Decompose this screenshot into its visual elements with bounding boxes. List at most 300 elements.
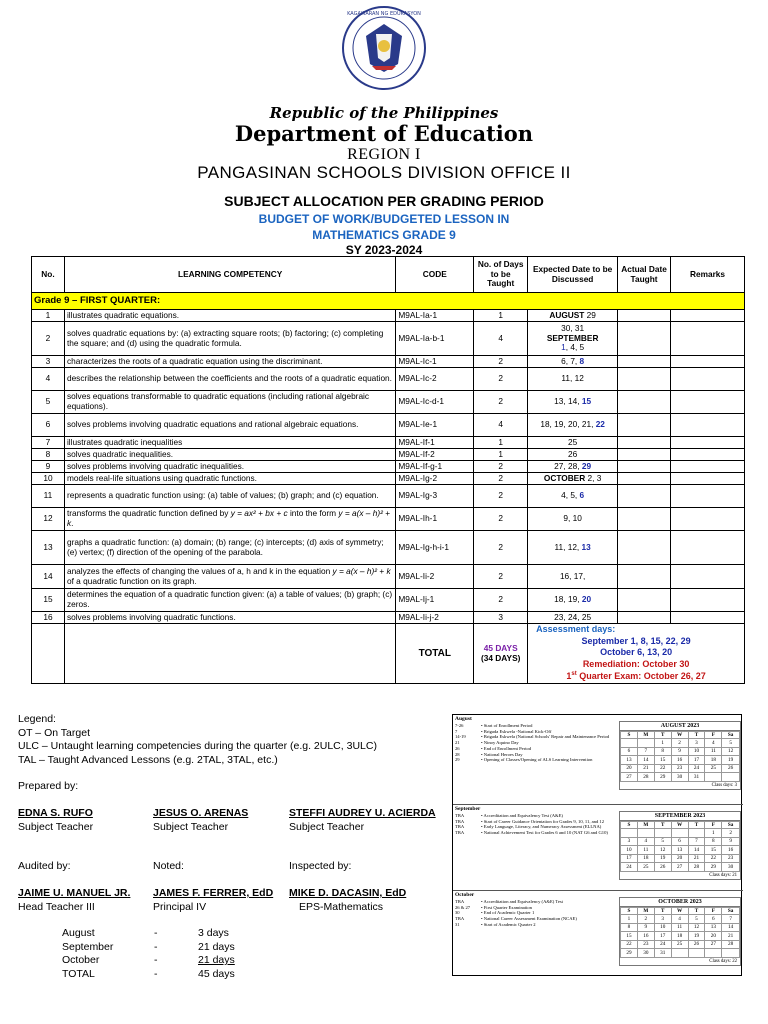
noted-label: Noted: xyxy=(153,860,184,872)
school-year: SY 2023-2024 xyxy=(345,243,423,257)
calendar-day: 23 xyxy=(637,940,654,949)
calendar-october: October TBA • Accreditation and Equivalency (A&E) Test 26 & 27 • First Quarter Examination 30 • End of Academic Quarter 1 TBA • National Career Assessment Examination (NCAE) 31 • Start of Academic Quarter 2 OCTOBER 2023 S M T W T F Sa 1 2 3 4 5 6 7 8 9 10 11 12 13 14 15 16 17 18 19 20 21 22 23 24 25 26 27 28 29 30 31 Class days: 22 xyxy=(453,891,743,977)
row-no: 13 xyxy=(32,531,65,565)
row-competency: analyzes the effects of changing the values of a, h and k in the equation y = a(x – h)² + k of a quadratic function on its graph. xyxy=(64,565,395,589)
row-actual-date xyxy=(618,473,671,485)
calendar-event: TBA • National Career Assessment Examination (NCAE) xyxy=(455,916,577,922)
col-header-actual: Actual Date Taught xyxy=(618,257,671,293)
row-actual-date xyxy=(618,508,671,531)
calendar-day: 18 xyxy=(671,932,688,941)
calendar-event: 26 • End of Enrollment Period xyxy=(455,745,532,751)
row-days: 3 xyxy=(474,612,528,624)
calendar-day: 9 xyxy=(722,837,740,846)
calendar-day: 25 xyxy=(637,863,654,872)
row-competency: transforms the quadratic function defined by y = ax² + bx + c into the form y = a(x – h)² + k. xyxy=(64,508,395,531)
row-days: 1 xyxy=(474,449,528,461)
row-actual-date xyxy=(618,531,671,565)
calendar-day xyxy=(688,949,705,958)
row-no: 6 xyxy=(32,414,65,437)
row-remarks xyxy=(671,368,745,391)
total-row xyxy=(32,624,745,684)
calendar-event: 7-26 • Start of Enrollment Period xyxy=(455,723,533,728)
calendar-day: 12 xyxy=(688,923,705,932)
calendar-event: 14-19 • Brigada Eskwela (National Schools' Repair and Maintenance Period xyxy=(455,734,610,740)
row-days: 1 xyxy=(474,437,528,449)
legend-tal: TAL – Taught Advanced Lessons (e.g. 2TAL, 3TAL, etc.) xyxy=(18,753,278,766)
row-expected-date: 27, 28, 29 xyxy=(528,461,618,473)
calendar-day: 3 xyxy=(654,915,671,924)
legend-ulc: ULC – Untaught learning competencies during the quarter (e.g. 2ULC, 3ULC) xyxy=(18,740,377,753)
calendar-day: 27 xyxy=(671,863,688,872)
summary-row: September - 21 days xyxy=(62,940,235,953)
calendar-day: 30 xyxy=(671,773,688,782)
calendar-day: 13 xyxy=(705,923,722,932)
row-days: 2 xyxy=(474,391,528,414)
row-actual-date xyxy=(618,612,671,624)
assessment-notes: Assessment days: September 1, 8, 15, 22, 29 October 6, 13, 20 Remediation: October 30 1st Quarter Exam: October 26, 27 xyxy=(528,624,745,684)
calendar-day: 15 xyxy=(705,846,722,855)
calendar-day: 25 xyxy=(671,940,688,949)
calendar-grid-august: AUGUST 2023 S M T W T F Sa 1 2 3 4 5 6 7 8 9 10 11 12 13 14 15 16 17 18 19 20 21 22 23 24 25 26 27 28 29 30 31 Class days: 3 xyxy=(619,721,741,790)
row-remarks xyxy=(671,473,745,485)
signature-block: STEFFI AUDREY U. ACIERDA Subject Teacher xyxy=(289,807,436,833)
row-expected-date: 30, 31 SEPTEMBER 1, 4, 5 xyxy=(528,322,618,356)
col-header-remarks: Remarks xyxy=(671,257,745,293)
row-no: 2 xyxy=(32,322,65,356)
col-header-expected: Expected Date to be Discussed xyxy=(528,257,618,293)
row-competency: models real-life situations using quadratic functions. xyxy=(64,473,395,485)
row-code: M9AL-Ic-2 xyxy=(396,368,474,391)
legend-ot: OT – On Target xyxy=(18,726,90,739)
calendar-day xyxy=(637,829,654,838)
signature-block: MIKE D. DACASIN, EdD EPS-Mathematics xyxy=(289,887,407,913)
row-code: M9AL-Ig-h-i-1 xyxy=(396,531,474,565)
subject-allocation-title: SUBJECT ALLOCATION PER GRADING PERIOD xyxy=(224,193,544,209)
calendar-day xyxy=(688,829,705,838)
calendar-day: 10 xyxy=(621,846,638,855)
calendar-day: 20 xyxy=(621,764,638,773)
calendar-day: 30 xyxy=(722,863,740,872)
row-days: 2 xyxy=(474,565,528,589)
row-code: M9AL-Ij-1 xyxy=(396,589,474,612)
row-code: M9AL-Ig-2 xyxy=(396,473,474,485)
calendar-day: 26 xyxy=(688,940,705,949)
calendar-event: 7 • Brigada Eskwela -National Kick-Off xyxy=(455,728,552,734)
row-competency: illustrates quadratic equations. xyxy=(64,310,395,322)
calendar-day: 27 xyxy=(705,940,722,949)
calendar-event: TBA • Start of Career Guidance Orientation for Grades 9, 10, 11, and 12 xyxy=(455,818,605,824)
row-code: M9AL-Ic-1 xyxy=(396,356,474,368)
row-code: M9AL-If-1 xyxy=(396,437,474,449)
signature-block: JAIME U. MANUEL JR. Head Teacher III xyxy=(18,887,131,913)
row-code: M9AL-Ia-1 xyxy=(396,310,474,322)
row-actual-date xyxy=(618,565,671,589)
calendar-day: 14 xyxy=(637,756,654,765)
row-code: M9AL-Ic-d-1 xyxy=(396,391,474,414)
signature-block: JAMES F. FERRER, EdD Principal IV xyxy=(153,887,274,913)
calendar-day: 19 xyxy=(722,756,740,765)
row-days: 2 xyxy=(474,589,528,612)
calendar-day: 28 xyxy=(722,940,740,949)
calendar-day: 23 xyxy=(671,764,688,773)
row-competency: solves problems involving quadratic inequalities. xyxy=(64,461,395,473)
row-days: 2 xyxy=(474,485,528,508)
calendar-day: 5 xyxy=(688,915,705,924)
calendar-day: 15 xyxy=(621,932,638,941)
row-remarks xyxy=(671,449,745,461)
row-no: 5 xyxy=(32,391,65,414)
calendar-event: TBA • Accreditation and Equivalency Test (A&E) xyxy=(455,813,563,818)
calendar-day: 14 xyxy=(688,846,705,855)
summary-row: TOTAL - 45 days xyxy=(62,967,235,980)
quarter-label: Grade 9 – FIRST QUARTER: xyxy=(32,293,745,310)
calendar-day: 17 xyxy=(654,932,671,941)
row-days: 4 xyxy=(474,322,528,356)
table-row xyxy=(32,391,745,414)
row-no: 8 xyxy=(32,449,65,461)
row-days: 2 xyxy=(474,531,528,565)
row-code: M9AL-Ia-b-1 xyxy=(396,322,474,356)
calendar-day: 2 xyxy=(722,829,740,838)
calendar-day xyxy=(637,739,654,748)
calendar-day: 31 xyxy=(688,773,705,782)
budget-of-work-table xyxy=(31,256,745,684)
summary-row: August - 3 days xyxy=(62,927,229,939)
calendar-weekday: M xyxy=(637,822,654,829)
row-no: 15 xyxy=(32,589,65,612)
calendar-day: 14 xyxy=(722,923,740,932)
calendar-day: 24 xyxy=(654,940,671,949)
row-no: 9 xyxy=(32,461,65,473)
table-row xyxy=(32,356,745,368)
table-row xyxy=(32,437,745,449)
calendar-day: 8 xyxy=(705,837,722,846)
svg-text:KAGAWARAN NG EDUKASYON: KAGAWARAN NG EDUKASYON xyxy=(347,11,421,17)
calendar-day: 10 xyxy=(688,747,705,756)
row-remarks xyxy=(671,356,745,368)
subject-grade-line: MATHEMATICS GRADE 9 xyxy=(312,228,456,242)
row-remarks xyxy=(671,414,745,437)
calendar-day: 24 xyxy=(621,863,638,872)
calendar-event: 30 • End of Academic Quarter 1 xyxy=(455,910,535,916)
calendar-day: 17 xyxy=(621,854,638,863)
row-competency: describes the relationship between the coefficients and the roots of a quadratic equation. xyxy=(64,368,395,391)
row-expected-date: OCTOBER 2, 3 xyxy=(528,473,618,485)
row-actual-date xyxy=(618,368,671,391)
calendar-day: 5 xyxy=(654,837,671,846)
row-competency: graphs a quadratic function: (a) domain; (b) range; (c) intercepts; (d) axis of symmetry; (e) vertex; (f) direction of the opening of the parabola. xyxy=(64,531,395,565)
school-calendar xyxy=(452,714,742,976)
signature-block: JESUS O. ARENAS Subject Teacher xyxy=(153,807,249,833)
row-remarks xyxy=(671,310,745,322)
calendar-day: 13 xyxy=(621,756,638,765)
calendar-day: 11 xyxy=(705,747,722,756)
signature-block: EDNA S. RUFO Subject Teacher xyxy=(18,807,94,833)
row-code: M9AL-Ii-2 xyxy=(396,565,474,589)
row-actual-date xyxy=(618,322,671,356)
row-actual-date xyxy=(618,310,671,322)
prepared-by-label: Prepared by: xyxy=(18,780,79,792)
row-competency: solves problems involving quadratic equations and rational algebraic equations. xyxy=(64,414,395,437)
inspected-by-label: Inspected by: xyxy=(289,860,352,872)
row-expected-date: AUGUST 29 xyxy=(528,310,618,322)
calendar-day: 2 xyxy=(671,739,688,748)
calendar-day: 5 xyxy=(722,739,740,748)
calendar-weekday: M xyxy=(637,908,654,915)
calendar-day: 24 xyxy=(688,764,705,773)
row-code: M9AL-Ih-1 xyxy=(396,508,474,531)
row-days: 2 xyxy=(474,508,528,531)
table-row xyxy=(32,565,745,589)
calendar-day: 29 xyxy=(705,863,722,872)
calendar-weekday: Sa xyxy=(722,908,740,915)
calendar-day: 23 xyxy=(722,854,740,863)
calendar-day: 6 xyxy=(621,747,638,756)
row-code: M9AL-If-g-1 xyxy=(396,461,474,473)
calendar-day: 12 xyxy=(722,747,740,756)
total-days: 45 DAYS (34 DAYS) xyxy=(474,624,528,684)
table-row xyxy=(32,589,745,612)
row-expected-date: 13, 14, 15 xyxy=(528,391,618,414)
calendar-day: 19 xyxy=(654,854,671,863)
row-no: 11 xyxy=(32,485,65,508)
row-expected-date: 18, 19, 20, 21, 22 xyxy=(528,414,618,437)
row-competency: solves quadratic inequalities. xyxy=(64,449,395,461)
days-summary xyxy=(62,927,262,982)
calendar-day: 22 xyxy=(621,940,638,949)
row-competency: solves equations transformable to quadratic equations (including rational algebraic equations). xyxy=(64,391,395,414)
row-remarks xyxy=(671,565,745,589)
calendar-day: 4 xyxy=(671,915,688,924)
col-header-code: CODE xyxy=(396,257,474,293)
calendar-weekday: F xyxy=(705,908,722,915)
row-actual-date xyxy=(618,485,671,508)
calendar-day: 15 xyxy=(654,756,671,765)
calendar-event: TBA • Accreditation and Equivalency (A&E) Test xyxy=(455,899,563,904)
row-expected-date: 16, 17, xyxy=(528,565,618,589)
col-header-competency: LEARNING COMPETENCY xyxy=(64,257,395,293)
calendar-day: 19 xyxy=(688,932,705,941)
row-competency: illustrates quadratic inequalities xyxy=(64,437,395,449)
calendar-day: 29 xyxy=(654,773,671,782)
calendar-event: 31 • Start of Academic Quarter 2 xyxy=(455,921,536,927)
row-remarks xyxy=(671,508,745,531)
calendar-day xyxy=(621,739,638,748)
col-header-no: No. xyxy=(32,257,65,293)
calendar-day: 27 xyxy=(621,773,638,782)
row-expected-date: 23, 24, 25 xyxy=(528,612,618,624)
calendar-weekday: T xyxy=(654,908,671,915)
calendar-grid-october: OCTOBER 2023 S M T W T F Sa 1 2 3 4 5 6 7 8 9 10 11 12 13 14 15 16 17 18 19 20 21 22 23 24 25 26 27 28 29 30 31 Class days: 22 xyxy=(619,897,741,966)
calendar-day: 21 xyxy=(637,764,654,773)
calendar-day: 22 xyxy=(705,854,722,863)
calendar-day xyxy=(621,829,638,838)
calendar-day: 6 xyxy=(705,915,722,924)
row-code: M9AL-Ig-3 xyxy=(396,485,474,508)
calendar-weekday: T xyxy=(654,732,671,739)
calendar-day: 22 xyxy=(654,764,671,773)
calendar-day: 11 xyxy=(637,846,654,855)
calendar-day: 16 xyxy=(637,932,654,941)
calendar-day: 3 xyxy=(621,837,638,846)
row-remarks xyxy=(671,461,745,473)
calendar-day: 21 xyxy=(688,854,705,863)
calendar-day: 1 xyxy=(654,739,671,748)
calendar-weekday: Sa xyxy=(722,822,740,829)
row-remarks xyxy=(671,391,745,414)
row-no: 3 xyxy=(32,356,65,368)
calendar-weekday: S xyxy=(621,908,638,915)
calendar-day: 3 xyxy=(688,739,705,748)
calendar-day: 9 xyxy=(637,923,654,932)
calendar-event: 26 & 27 • First Quarter Examination xyxy=(455,904,532,910)
calendar-day: 6 xyxy=(671,837,688,846)
row-expected-date: 6, 7, 8 xyxy=(528,356,618,368)
row-days: 2 xyxy=(474,368,528,391)
deped-seal-logo xyxy=(342,6,426,90)
calendar-day: 26 xyxy=(654,863,671,872)
row-days: 4 xyxy=(474,414,528,437)
row-no: 14 xyxy=(32,565,65,589)
calendar-day: 11 xyxy=(671,923,688,932)
calendar-day: 28 xyxy=(688,863,705,872)
row-expected-date: 11, 12, 13 xyxy=(528,531,618,565)
summary-row: October - 21 days xyxy=(62,954,235,967)
calendar-day: 7 xyxy=(688,837,705,846)
calendar-weekday: S xyxy=(621,732,638,739)
calendar-day: 4 xyxy=(637,837,654,846)
row-days: 2 xyxy=(474,461,528,473)
calendar-weekday: W xyxy=(671,732,688,739)
calendar-weekday: T xyxy=(688,732,705,739)
calendar-day: 21 xyxy=(722,932,740,941)
calendar-day: 28 xyxy=(637,773,654,782)
republic-line: Republic of the Philippines xyxy=(269,104,499,122)
calendar-day: 18 xyxy=(705,756,722,765)
row-actual-date xyxy=(618,589,671,612)
calendar-day: 8 xyxy=(654,747,671,756)
row-days: 2 xyxy=(474,356,528,368)
calendar-day: 31 xyxy=(654,949,671,958)
calendar-day: 18 xyxy=(637,854,654,863)
calendar-day: 8 xyxy=(621,923,638,932)
calendar-weekday: W xyxy=(671,822,688,829)
calendar-day: 10 xyxy=(654,923,671,932)
budget-of-work-line: BUDGET OF WORK/BUDGETED LESSON IN xyxy=(258,212,510,226)
quarter-row xyxy=(32,293,745,310)
row-actual-date xyxy=(618,414,671,437)
calendar-day: 13 xyxy=(671,846,688,855)
col-header-days: No. of Days to be Taught xyxy=(474,257,528,293)
calendar-day: 30 xyxy=(637,949,654,958)
table-row xyxy=(32,310,745,322)
calendar-weekday: W xyxy=(671,908,688,915)
table-header-row xyxy=(32,257,745,293)
row-expected-date: 4, 5, 6 xyxy=(528,485,618,508)
total-label: TOTAL xyxy=(396,624,474,684)
row-expected-date: 18, 19, 20 xyxy=(528,589,618,612)
calendar-event: 21 • Ninoy Aquino Day xyxy=(455,740,519,746)
row-no: 10 xyxy=(32,473,65,485)
calendar-day: 1 xyxy=(621,915,638,924)
row-remarks xyxy=(671,589,745,612)
row-code: M9AL-Ie-1 xyxy=(396,414,474,437)
calendar-august: August 7-26 • Start of Enrollment Period 7 • Brigada Eskwela -National Kick-Off 14-19 • Brigada Eskwela (National Schools' Repair and Maintenance Period 21 • Ninoy Aquino Day 26 • End of Enrollment Period 28 • National Heroes Day 29 • Opening of Classes/Opening of ALS Learning Intervention AUGUST 2023 S M T W T F Sa 1 2 3 4 5 6 7 8 9 10 11 12 13 14 15 16 17 18 19 20 21 22 23 24 25 26 27 28 29 30 31 Class days: 3 xyxy=(453,715,743,805)
calendar-day: 2 xyxy=(637,915,654,924)
calendar-september: September TBA • Accreditation and Equivalency Test (A&E) TBA • Start of Career Guidance Orientation for Grades 9, 10, 11, and 12 TBA • Early Language, Literacy, and Numeracy Assessment (ELLNA) TBA • National Achievement Test for Grades 6 and 10 (NAT G6 and G10) SEPTEMBER 2023 S M T W T F Sa 1 2 3 4 5 6 7 8 9 10 11 12 13 14 15 16 17 18 19 20 21 22 23 24 25 26 27 28 29 30 Class days: 21 xyxy=(453,805,743,891)
table-row xyxy=(32,485,745,508)
row-no: 1 xyxy=(32,310,65,322)
calendar-event: TBA • Early Language, Literacy, and Numeracy Assessment (ELLNA) xyxy=(455,824,602,830)
row-actual-date xyxy=(618,449,671,461)
calendar-day: 12 xyxy=(654,846,671,855)
calendar-day: 1 xyxy=(705,829,722,838)
row-competency: determines the equation of a quadratic function given: (a) a table of values; (b) graph; (c) zeros. xyxy=(64,589,395,612)
row-days: 2 xyxy=(474,473,528,485)
table-row xyxy=(32,368,745,391)
calendar-weekday: F xyxy=(705,822,722,829)
row-competency: solves problems involving quadratic functions. xyxy=(64,612,395,624)
legend xyxy=(18,713,377,768)
calendar-day: 20 xyxy=(705,932,722,941)
calendar-day xyxy=(671,949,688,958)
row-no: 12 xyxy=(32,508,65,531)
row-expected-date: 26 xyxy=(528,449,618,461)
calendar-weekday: Sa xyxy=(722,732,740,739)
row-remarks xyxy=(671,437,745,449)
row-no: 4 xyxy=(32,368,65,391)
table-row xyxy=(32,473,745,485)
row-expected-date: 9, 10 xyxy=(528,508,618,531)
calendar-weekday: M xyxy=(637,732,654,739)
row-days: 1 xyxy=(474,310,528,322)
calendar-event: 28 • National Heroes Day xyxy=(455,751,523,757)
calendar-day xyxy=(722,773,740,782)
row-no: 16 xyxy=(32,612,65,624)
calendar-day xyxy=(705,773,722,782)
table-row xyxy=(32,612,745,624)
calendar-day: 26 xyxy=(722,764,740,773)
row-remarks xyxy=(671,322,745,356)
table-row xyxy=(32,508,745,531)
calendar-event: 29 • Opening of Classes/Opening of ALS Learning Intervention xyxy=(455,757,593,763)
audited-by-label: Audited by: xyxy=(18,860,71,872)
calendar-day xyxy=(654,829,671,838)
table-row xyxy=(32,414,745,437)
row-code: M9AL-Ii-j-2 xyxy=(396,612,474,624)
calendar-grid-september: SEPTEMBER 2023 S M T W T F Sa 1 2 3 4 5 6 7 8 9 10 11 12 13 14 15 16 17 18 19 20 21 22 23 24 25 26 27 28 29 30 Class days: 21 xyxy=(619,811,741,880)
calendar-day: 29 xyxy=(621,949,638,958)
calendar-day xyxy=(671,829,688,838)
legend-title: Legend: xyxy=(18,713,56,725)
row-actual-date xyxy=(618,356,671,368)
calendar-day: 17 xyxy=(688,756,705,765)
calendar-day: 25 xyxy=(705,764,722,773)
calendar-day: 16 xyxy=(671,756,688,765)
table-row xyxy=(32,531,745,565)
calendar-event: TBA • National Achievement Test for Grades 6 and 10 (NAT G6 and G10) xyxy=(455,830,608,836)
row-remarks xyxy=(671,612,745,624)
row-no: 7 xyxy=(32,437,65,449)
row-actual-date xyxy=(618,391,671,414)
department-title: Department of Education xyxy=(234,121,534,146)
region-line: REGION I xyxy=(347,146,421,163)
row-competency: solves quadratic equations by: (a) extracting square roots; (b) factoring; (c) completing the square; and (d) using the quadratic formula. xyxy=(64,322,395,356)
calendar-weekday: T xyxy=(654,822,671,829)
row-remarks xyxy=(671,485,745,508)
calendar-day: 16 xyxy=(722,846,740,855)
row-code: M9AL-If-2 xyxy=(396,449,474,461)
